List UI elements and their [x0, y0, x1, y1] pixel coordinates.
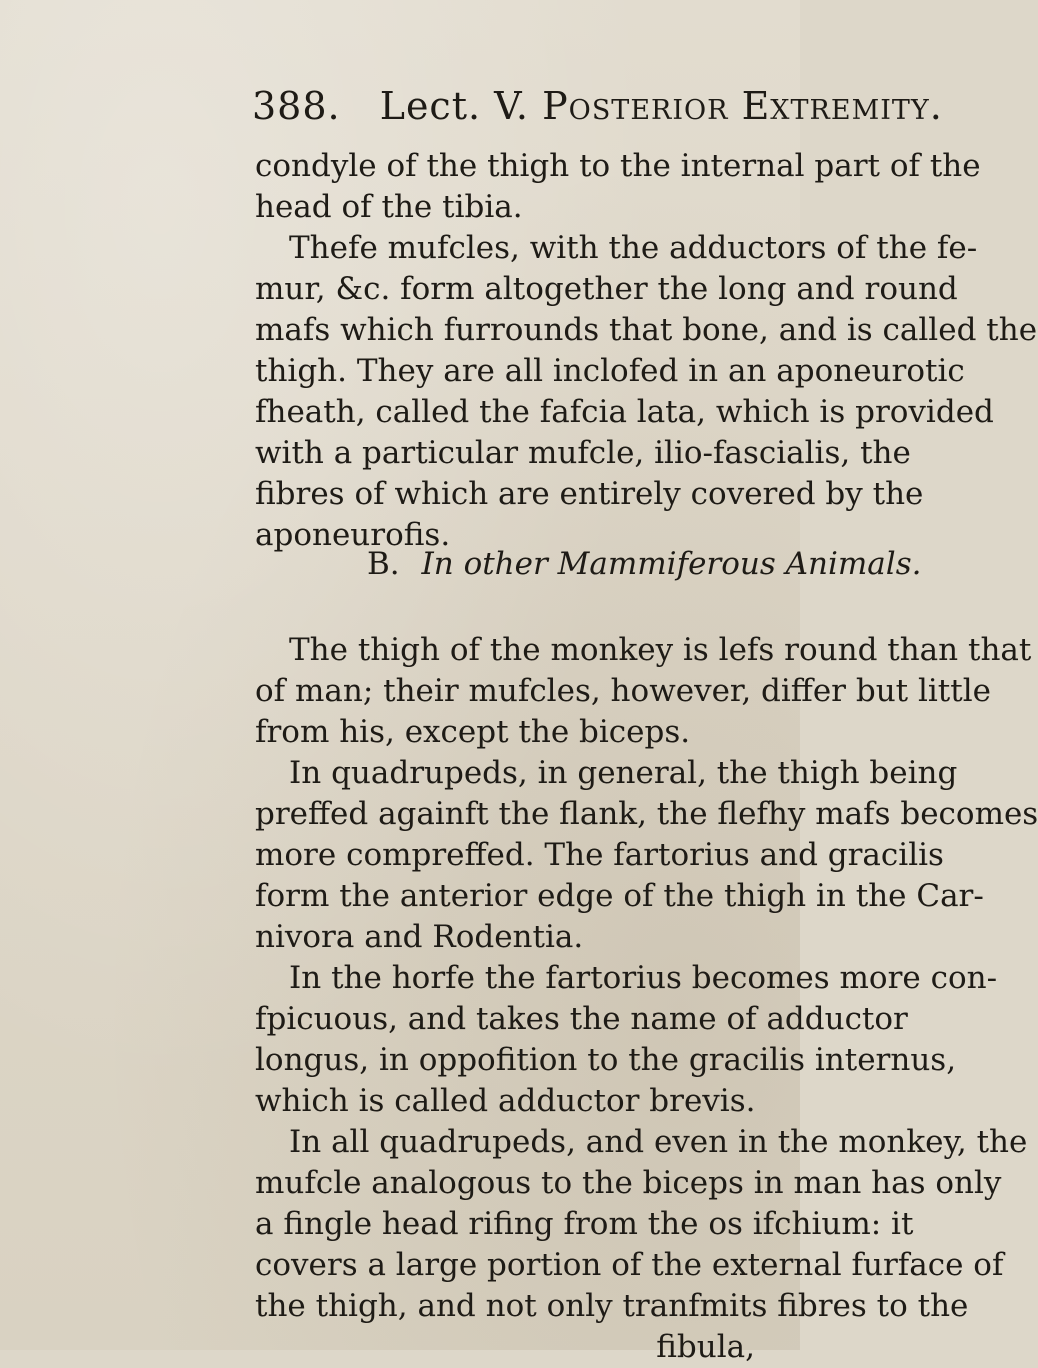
paragraph-2	[255, 228, 1038, 556]
text-line: condyle of the thigh to the internal part of the	[255, 148, 981, 184]
paragraph-3	[255, 630, 1032, 753]
text-line: nivora and Rodentia.	[255, 919, 584, 955]
text-line: the thigh, and not only tranfmits fibres to the	[255, 1288, 969, 1324]
text-line: mur, &c. form altogether the long and round	[255, 271, 958, 307]
text-line: preffed againft the flank, the flefhy mafs becomes	[255, 796, 1038, 832]
lecture-label: Lect. V.	[379, 84, 530, 128]
page-number: 388.	[252, 84, 341, 128]
text-line: mufcle analogous to the biceps in man has only	[255, 1165, 1002, 1201]
text-line: head of the tibia.	[255, 189, 523, 225]
text-line: aponeurofis.	[255, 517, 451, 553]
paragraph-1	[255, 146, 981, 228]
running-header	[252, 84, 943, 128]
text-line: In the horfe the fartorius becomes more con-	[289, 960, 998, 996]
text-line: of man; their mufcles, however, differ but little	[255, 673, 991, 709]
section-title: In other Mammiferous Animals.	[421, 546, 922, 582]
section-heading	[367, 546, 921, 582]
text-line: The thigh of the monkey is lefs round than that	[289, 632, 1032, 668]
text-line: fheath, called the fafcia lata, which is provided	[255, 394, 994, 430]
section-letter: B.	[367, 546, 400, 582]
paragraph-4	[255, 753, 1038, 958]
text-line: form the anterior edge of the thigh in the Car-	[255, 878, 984, 914]
catchword: fibula,	[656, 1329, 755, 1365]
text-line: with a particular mufcle, ilio-fascialis, the	[255, 435, 911, 471]
paragraph-5	[255, 958, 998, 1122]
text-line: mafs which furrounds that bone, and is called the	[255, 312, 1038, 348]
text-line: more compreffed. The fartorius and gracilis	[255, 837, 944, 873]
text-line: which is called adductor brevis.	[255, 1083, 756, 1119]
text-line: In quadrupeds, in general, the thigh being	[289, 755, 958, 791]
text-line: fpicuous, and takes the name of adductor	[255, 1001, 908, 1037]
header-title: Posterior Extremity.	[542, 84, 943, 128]
text-line: Thefe mufcles, with the adductors of the fe-	[289, 230, 978, 266]
text-line: In all quadrupeds, and even in the monkey, the	[289, 1124, 1028, 1160]
text-line: a fingle head rifing from the os ifchium: it	[255, 1206, 914, 1242]
paragraph-6	[255, 1122, 1028, 1368]
text-line: thigh. They are all inclofed in an aponeurotic	[255, 353, 965, 389]
text-line: fibres of which are entirely covered by the	[255, 476, 924, 512]
text-line: from his, except the biceps.	[255, 714, 691, 750]
text-line: longus, in oppofition to the gracilis internus,	[255, 1042, 957, 1078]
text-line: covers a large portion of the external furface of	[255, 1247, 1004, 1283]
